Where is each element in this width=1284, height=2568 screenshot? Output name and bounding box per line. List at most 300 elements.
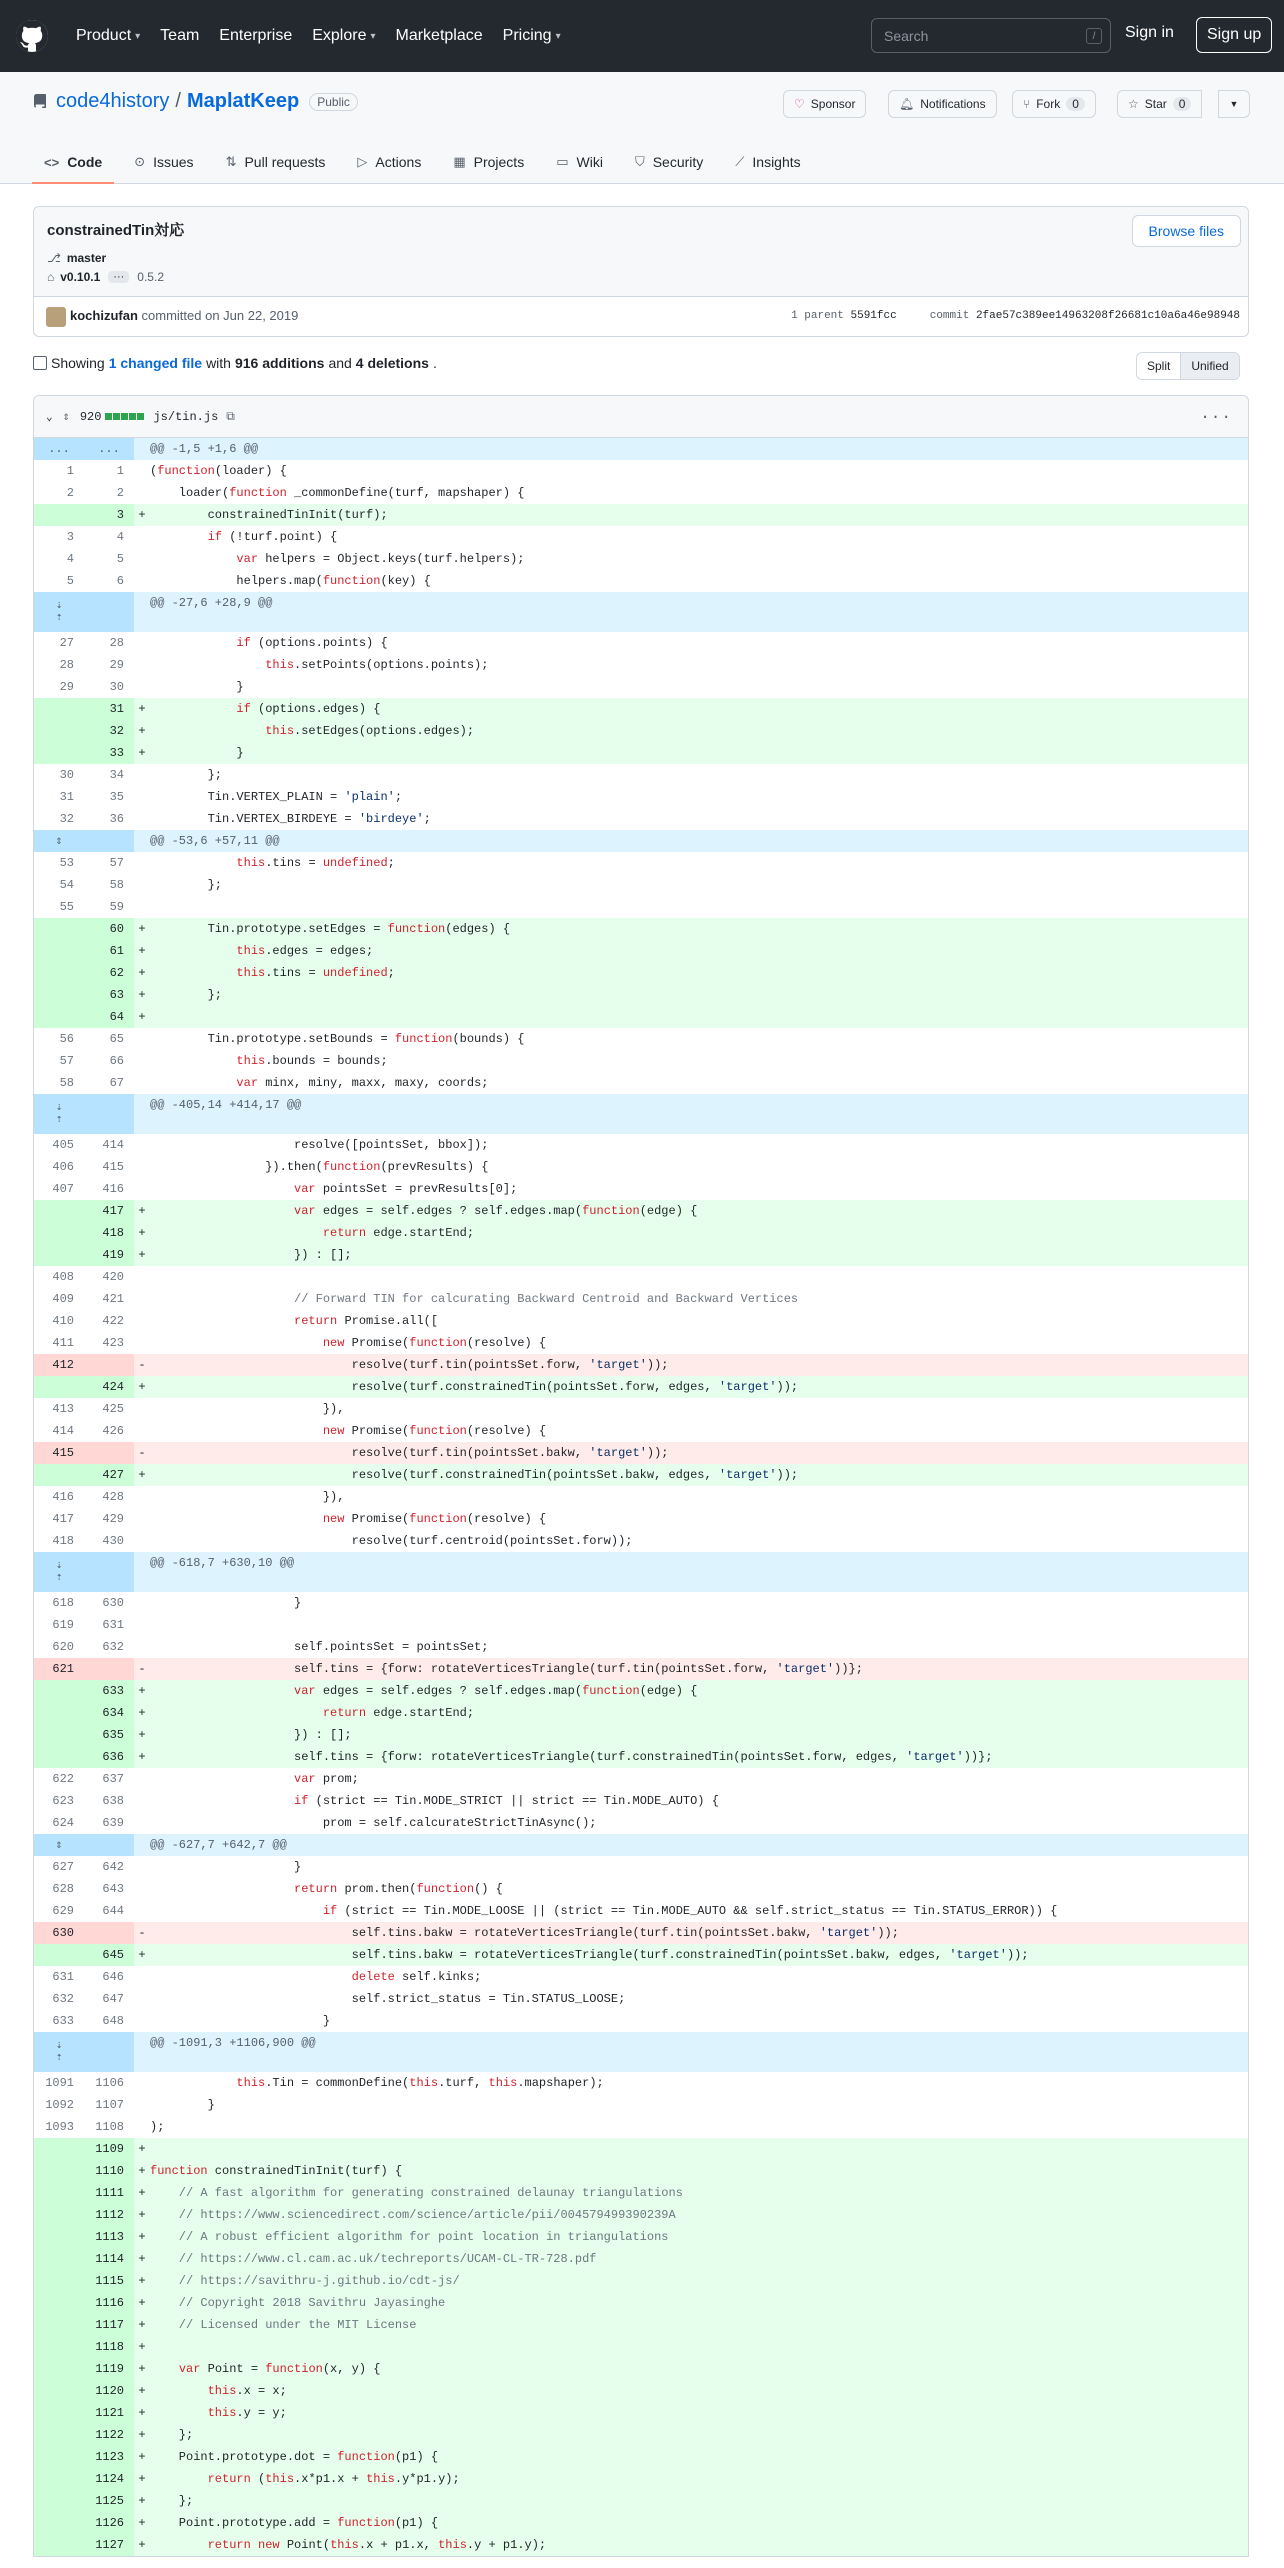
new-line-number[interactable]: 6 <box>116 574 124 588</box>
old-line-number[interactable] <box>34 2512 84 2534</box>
author-link[interactable]: kochizufan <box>70 308 138 323</box>
added-line <box>34 1464 1248 1486</box>
hunk-gutter <box>84 1552 134 1592</box>
old-line-number[interactable] <box>34 2204 84 2226</box>
old-line-number[interactable]: 30 <box>59 768 74 782</box>
old-line-number[interactable] <box>34 2270 84 2292</box>
old-line-number[interactable] <box>34 918 84 940</box>
old-line-number[interactable] <box>34 720 84 742</box>
code-line: self.strict_status = Tin.STATUS_LOOSE; <box>150 1992 626 2006</box>
file-name-link[interactable]: js/tin.js <box>153 409 219 424</box>
context-line <box>34 1812 1248 1834</box>
diff-marker <box>134 632 150 654</box>
chevron-down-icon[interactable]: ⌄ <box>46 411 53 424</box>
notifications-button[interactable] <box>888 90 997 118</box>
old-line-number[interactable]: 413 <box>52 1402 74 1416</box>
added-line <box>34 2380 1248 2402</box>
new-line-number[interactable]: 1107 <box>95 2098 124 2112</box>
context-line <box>34 2010 1248 2032</box>
new-line-number[interactable]: 423 <box>102 1336 124 1350</box>
old-line-number[interactable]: 54 <box>59 878 74 892</box>
notifications-label: Notifications <box>920 97 986 111</box>
old-line-number[interactable]: 1 <box>66 464 74 478</box>
diff-marker <box>134 1050 150 1072</box>
new-line-number[interactable]: 61 <box>84 940 134 962</box>
sign-in-link[interactable]: Sign in <box>1125 24 1174 41</box>
new-line-number[interactable]: 415 <box>102 1160 124 1174</box>
new-line-number[interactable] <box>84 1922 134 1944</box>
new-line-number[interactable]: 1 <box>116 464 124 478</box>
diff-marker <box>134 1486 150 1508</box>
new-line-number[interactable]: 1117 <box>84 2314 134 2336</box>
nav-label: Product <box>76 27 132 44</box>
old-line-number[interactable]: 416 <box>52 1490 74 1504</box>
old-line-number[interactable]: 623 <box>52 1794 74 1808</box>
new-line-number[interactable]: 630 <box>102 1596 124 1610</box>
unfold-icon[interactable]: ⇕ <box>62 410 70 424</box>
new-line-number[interactable]: 631 <box>102 1618 124 1632</box>
new-line-number[interactable]: 36 <box>109 812 124 826</box>
old-line-number[interactable]: 408 <box>52 1270 74 1284</box>
context-line <box>34 570 1248 592</box>
old-line-number[interactable]: 620 <box>52 1640 74 1654</box>
old-line-number[interactable] <box>34 2292 84 2314</box>
old-line-number[interactable] <box>34 1222 84 1244</box>
tab-projects[interactable] <box>441 140 536 184</box>
old-line-number[interactable]: 619 <box>52 1618 74 1632</box>
old-line-number[interactable]: 411 <box>52 1336 74 1350</box>
old-line-number[interactable] <box>34 2336 84 2358</box>
fork-count: 0 <box>1066 97 1085 111</box>
new-line-number[interactable]: 1116 <box>84 2292 134 2314</box>
diff-marker <box>134 1072 150 1094</box>
new-line-number[interactable]: 1112 <box>84 2204 134 2226</box>
old-line-number[interactable]: 1092 <box>45 2098 74 2112</box>
expand-lines-icon[interactable]: ⇣ ⇡ <box>34 1094 84 1134</box>
new-line-number[interactable]: 417 <box>84 1200 134 1222</box>
context-line <box>34 1530 1248 1552</box>
new-line-number[interactable]: 648 <box>102 2014 124 2028</box>
code-line: resolve(turf.tin(pointsSet.bakw, 'target')); <box>150 1446 669 1460</box>
old-line-number[interactable]: 31 <box>59 790 74 804</box>
new-line-number[interactable]: 646 <box>102 1970 124 1984</box>
old-line-number[interactable] <box>34 2182 84 2204</box>
diff-marker <box>134 852 150 874</box>
new-line-number[interactable]: 1118 <box>84 2336 134 2358</box>
old-line-number[interactable]: 633 <box>52 2014 74 2028</box>
book-icon: ▭ <box>556 154 569 169</box>
old-line-number[interactable] <box>34 1944 84 1966</box>
old-line-number[interactable] <box>34 1702 84 1724</box>
new-line-number[interactable]: 64 <box>84 1006 134 1028</box>
old-line-number[interactable] <box>34 1376 84 1398</box>
sponsor-button[interactable] <box>783 90 866 118</box>
new-line-number[interactable]: 1111 <box>84 2182 134 2204</box>
code-line: if (strict == Tin.MODE_LOOSE || (strict == Tin.MODE_AUTO && self.strict_status == Tin.STATUS_ERROR)) { <box>322 1904 1058 1918</box>
new-line-number[interactable]: 425 <box>102 1402 124 1416</box>
tag-primary[interactable]: v0.10.1 <box>60 270 101 284</box>
diff-marker <box>134 896 150 918</box>
old-line-number[interactable]: 32 <box>59 812 74 826</box>
new-line-number[interactable]: 33 <box>84 742 134 764</box>
code-line: Tin.prototype.setBounds = function(bounds) { <box>150 1032 525 1046</box>
code-line: return edge.startEnd; <box>322 1706 475 1720</box>
added-line <box>34 2446 1248 2468</box>
code-line <box>150 896 1248 918</box>
old-line-number[interactable] <box>34 1200 84 1222</box>
new-line-number[interactable]: 1110 <box>84 2160 134 2182</box>
old-line-number[interactable] <box>34 2490 84 2512</box>
new-line-number[interactable]: 3 <box>84 504 134 526</box>
star-label: Star <box>1144 97 1167 111</box>
diff-marker: + <box>138 944 146 958</box>
old-line-number[interactable]: 414 <box>52 1424 74 1438</box>
new-line-number[interactable]: 1108 <box>95 2120 124 2134</box>
diff-marker <box>134 808 150 830</box>
old-line-number[interactable] <box>34 1464 84 1486</box>
context-line <box>34 1900 1248 1922</box>
fork-button[interactable] <box>1012 90 1096 118</box>
new-line-number[interactable]: 1124 <box>84 2468 134 2490</box>
old-line-number[interactable] <box>34 2534 84 2556</box>
diff-marker <box>134 2010 150 2032</box>
new-line-number[interactable] <box>84 1658 134 1680</box>
expand-lines-icon[interactable]: ⇣ ⇡ <box>34 1552 84 1592</box>
new-line-number[interactable]: 57 <box>109 856 124 870</box>
new-line-number[interactable] <box>84 1354 134 1376</box>
new-line-number[interactable]: 639 <box>102 1816 124 1830</box>
new-line-number[interactable]: 637 <box>102 1772 124 1786</box>
old-line-number[interactable]: 415 <box>34 1442 84 1464</box>
diff-marker: + <box>138 2274 146 2288</box>
new-line-number[interactable]: 59 <box>109 900 124 914</box>
new-line-number[interactable]: 429 <box>102 1512 124 1526</box>
old-line-number[interactable]: 618 <box>52 1596 74 1610</box>
tab-pull-requests[interactable] <box>214 140 338 184</box>
old-line-number[interactable]: 631 <box>52 1970 74 1984</box>
new-line-number[interactable]: 426 <box>102 1424 124 1438</box>
new-line-number[interactable]: 427 <box>84 1464 134 1486</box>
tag-secondary[interactable]: 0.5.2 <box>137 270 164 284</box>
old-line-number[interactable]: 56 <box>59 1032 74 1046</box>
code-line: }; <box>150 2428 194 2442</box>
code-line: resolve(turf.tin(pointsSet.forw, 'target')); <box>150 1358 669 1372</box>
old-line-number[interactable]: 1093 <box>45 2120 74 2134</box>
new-line-number[interactable]: 633 <box>84 1680 134 1702</box>
new-line-number[interactable]: 1120 <box>84 2380 134 2402</box>
new-line-number[interactable]: 1114 <box>84 2248 134 2270</box>
fork-icon: ⑂ <box>1023 97 1031 111</box>
old-line-number[interactable]: 621 <box>34 1658 84 1680</box>
deleted-line <box>34 1922 1248 1944</box>
new-line-number[interactable]: 31 <box>84 698 134 720</box>
diffstat-bar <box>105 413 145 420</box>
old-line-number[interactable] <box>34 504 84 526</box>
new-line-number[interactable]: 1126 <box>84 2512 134 2534</box>
new-line-number[interactable]: 1106 <box>95 2076 124 2090</box>
code-line: this.setEdges(options.edges); <box>265 724 475 738</box>
added-line <box>34 2204 1248 2226</box>
new-line-number[interactable]: 1119 <box>84 2358 134 2380</box>
old-line-number[interactable]: 29 <box>59 680 74 694</box>
additions-count: 916 additions <box>234 355 325 371</box>
tab-actions[interactable] <box>345 140 433 184</box>
new-line-number[interactable]: 35 <box>109 790 124 804</box>
old-line-number[interactable] <box>34 2380 84 2402</box>
old-line-number[interactable]: 407 <box>52 1182 74 1196</box>
github-logo-icon[interactable] <box>16 20 48 52</box>
kebab-menu-icon[interactable]: ··· <box>1200 408 1232 426</box>
old-line-number[interactable]: 417 <box>52 1512 74 1526</box>
old-line-number[interactable] <box>34 1006 84 1028</box>
context-line <box>34 1156 1248 1178</box>
browse-files-button[interactable]: Browse files <box>1132 215 1241 247</box>
diff-marker <box>134 1988 150 2010</box>
nav-item-team[interactable] <box>152 21 207 51</box>
new-line-number[interactable]: 634 <box>84 1702 134 1724</box>
old-line-number[interactable] <box>34 962 84 984</box>
context-line <box>34 1790 1248 1812</box>
hunk-header <box>34 830 1248 852</box>
new-line-number[interactable]: 418 <box>84 1222 134 1244</box>
diff-marker: + <box>138 724 146 738</box>
new-line-number[interactable]: 28 <box>109 636 124 650</box>
tab-insights[interactable] <box>723 140 812 184</box>
expand-lines-icon[interactable]: ⇕ <box>34 1834 84 1856</box>
expand-lines-icon[interactable]: ⇣ ⇡ <box>34 2032 84 2072</box>
old-line-number[interactable] <box>34 1724 84 1746</box>
old-line-number[interactable] <box>34 2226 84 2248</box>
new-line-number[interactable]: 62 <box>84 962 134 984</box>
code-line: self.tins.bakw = rotateVerticesTriangle(turf.tin(pointsSet.bakw, 'target')); <box>150 1926 899 1940</box>
code-line: delete self.kinks; <box>351 1970 482 1984</box>
new-line-number[interactable]: 642 <box>102 1860 124 1874</box>
tab-security[interactable] <box>623 140 715 184</box>
new-line-number[interactable]: 419 <box>84 1244 134 1266</box>
old-line-number[interactable] <box>34 1680 84 1702</box>
old-line-number[interactable]: 27 <box>59 636 74 650</box>
summary-with: with <box>206 355 231 371</box>
old-line-number[interactable]: 629 <box>52 1904 74 1918</box>
code-line: return edge.startEnd; <box>322 1226 475 1240</box>
star-button[interactable] <box>1117 90 1202 118</box>
old-line-number[interactable]: 4 <box>66 552 74 566</box>
old-line-number[interactable]: 58 <box>59 1076 74 1090</box>
old-line-number[interactable] <box>34 698 84 720</box>
old-line-number[interactable]: 53 <box>59 856 74 870</box>
new-line-number[interactable]: 1123 <box>84 2446 134 2468</box>
new-line-number[interactable]: 416 <box>102 1182 124 1196</box>
context-line <box>34 1420 1248 1442</box>
old-line-number[interactable]: 3 <box>66 530 74 544</box>
old-line-number[interactable] <box>34 742 84 764</box>
diff-marker: + <box>138 2186 146 2200</box>
old-line-number[interactable] <box>34 1244 84 1266</box>
old-line-number[interactable]: 418 <box>52 1534 74 1548</box>
old-line-number[interactable] <box>34 2424 84 2446</box>
new-line-number[interactable]: 632 <box>102 1640 124 1654</box>
new-line-number[interactable]: 4 <box>116 530 124 544</box>
old-line-number[interactable]: 630 <box>34 1922 84 1944</box>
new-line-number[interactable]: 414 <box>102 1138 124 1152</box>
code-line <box>150 2336 1248 2358</box>
visibility-badge: Public <box>309 93 358 111</box>
old-line-number[interactable] <box>34 2248 84 2270</box>
context-line <box>34 676 1248 698</box>
old-line-number[interactable]: 412 <box>34 1354 84 1376</box>
old-line-number[interactable]: 405 <box>52 1138 74 1152</box>
expand-lines-icon[interactable]: ⇣ ⇡ <box>34 592 84 632</box>
new-line-number[interactable]: 428 <box>102 1490 124 1504</box>
new-line-number[interactable]: 1113 <box>84 2226 134 2248</box>
new-line-number[interactable]: 34 <box>109 768 124 782</box>
changed-files-link[interactable]: 1 changed file <box>108 355 203 371</box>
old-line-number[interactable]: 1091 <box>45 2076 74 2090</box>
context-line <box>34 2072 1248 2094</box>
parent-sha-link[interactable]: 5591fcc <box>850 310 897 322</box>
old-line-number[interactable] <box>34 2358 84 2380</box>
old-line-number[interactable]: 2 <box>66 486 74 500</box>
code-line: this.edges = edges; <box>236 944 374 958</box>
added-line <box>34 918 1248 940</box>
repo-owner-link[interactable]: code4history <box>56 90 170 112</box>
new-line-number[interactable]: 424 <box>84 1376 134 1398</box>
nav-item-product[interactable] <box>68 21 148 51</box>
tab-code[interactable] <box>32 140 114 184</box>
new-line-number[interactable]: 1121 <box>84 2402 134 2424</box>
diff-marker <box>134 1028 150 1050</box>
new-line-number[interactable]: 420 <box>102 1270 124 1284</box>
old-line-number[interactable] <box>34 2402 84 2424</box>
old-line-number[interactable]: 28 <box>59 658 74 672</box>
diff-marker: + <box>138 2340 146 2354</box>
new-line-number[interactable]: 63 <box>84 984 134 1006</box>
diff-marker <box>134 1856 150 1878</box>
new-line-number[interactable]: 430 <box>102 1534 124 1548</box>
hunk-range: @@ -627,7 +642,7 @@ <box>150 1838 287 1852</box>
old-line-number[interactable] <box>34 2446 84 2468</box>
search-input[interactable] <box>871 18 1111 53</box>
old-line-number[interactable] <box>34 984 84 1006</box>
diff-marker <box>134 1310 150 1332</box>
old-line-number[interactable]: 406 <box>52 1160 74 1174</box>
old-line-number[interactable] <box>34 2468 84 2490</box>
new-line-number[interactable]: 60 <box>84 918 134 940</box>
new-line-number[interactable]: 67 <box>109 1076 124 1090</box>
avatar[interactable] <box>46 307 66 327</box>
new-line-number[interactable]: 5 <box>116 552 124 566</box>
new-line-number[interactable]: 65 <box>109 1032 124 1046</box>
added-line <box>34 2512 1248 2534</box>
diff-marker: + <box>138 2318 146 2332</box>
added-line <box>34 2182 1248 2204</box>
code-line: }; <box>150 878 223 892</box>
tab-label: Wiki <box>576 154 603 170</box>
nav-item-explore[interactable] <box>304 21 383 51</box>
diff-marker: + <box>138 2406 146 2420</box>
old-line-number[interactable]: 5 <box>66 574 74 588</box>
hunk-range: @@ -1091,3 +1106,900 @@ <box>150 2036 316 2050</box>
tab-issues[interactable] <box>122 140 205 184</box>
old-line-number[interactable]: 627 <box>52 1860 74 1874</box>
nav-label: Team <box>160 27 200 44</box>
code-line: self.tins = {forw: rotateVerticesTriangle(turf.constrainedTin(pointsSet.forw, edges, 'target'))}; <box>150 1750 993 1764</box>
unified-view-button[interactable]: Unified <box>1180 353 1238 379</box>
new-line-number[interactable]: 635 <box>84 1724 134 1746</box>
new-line-number[interactable]: 636 <box>84 1746 134 1768</box>
repo-name-link[interactable]: MaplatKeep <box>186 90 300 112</box>
more-tags-button[interactable]: ··· <box>108 271 129 283</box>
old-line-number[interactable]: 632 <box>52 1992 74 2006</box>
old-line-number[interactable] <box>34 940 84 962</box>
new-line-number[interactable]: 1122 <box>84 2424 134 2446</box>
new-line-number[interactable]: 30 <box>109 680 124 694</box>
diff-marker <box>134 1878 150 1900</box>
old-line-number[interactable]: 628 <box>52 1882 74 1896</box>
expand-lines-icon[interactable]: ⇕ <box>34 830 84 852</box>
nav-item-marketplace[interactable] <box>388 21 491 51</box>
new-line-number[interactable]: 66 <box>109 1054 124 1068</box>
new-line-number[interactable]: 1115 <box>84 2270 134 2292</box>
tab-wiki[interactable] <box>544 140 615 184</box>
new-line-number[interactable]: 644 <box>102 1904 124 1918</box>
diff-marker <box>134 654 150 676</box>
split-view-button[interactable]: Split <box>1147 359 1171 373</box>
code-line: // Licensed under the MIT License <box>150 2318 417 2332</box>
added-line <box>34 1724 1248 1746</box>
nav-item-enterprise[interactable] <box>211 21 300 51</box>
context-line <box>34 852 1248 874</box>
pull-request-icon: ⇅ <box>225 154 237 169</box>
new-line-number[interactable]: 422 <box>102 1314 124 1328</box>
git-branch-icon: ⎇ <box>47 251 61 265</box>
diff-marker <box>134 1156 150 1178</box>
old-line-number[interactable]: 409 <box>52 1292 74 1306</box>
old-line-number[interactable]: 622 <box>52 1772 74 1786</box>
new-line-number[interactable]: 638 <box>102 1794 124 1808</box>
new-line-number[interactable]: 645 <box>84 1944 134 1966</box>
new-line-number[interactable]: 2 <box>116 486 124 500</box>
old-line-number[interactable] <box>34 2314 84 2336</box>
old-line-number[interactable]: 624 <box>52 1816 74 1830</box>
new-line-number[interactable]: 1127 <box>84 2534 134 2556</box>
old-line-number[interactable]: 410 <box>52 1314 74 1328</box>
sign-up-button[interactable]: Sign up <box>1196 17 1272 53</box>
old-line-number[interactable]: 57 <box>59 1054 74 1068</box>
new-line-number[interactable]: 1109 <box>84 2138 134 2160</box>
old-line-number[interactable] <box>34 2160 84 2182</box>
new-line-number[interactable]: 32 <box>84 720 134 742</box>
new-line-number[interactable]: 421 <box>102 1292 124 1306</box>
old-line-number[interactable] <box>34 1746 84 1768</box>
new-line-number[interactable]: 647 <box>102 1992 124 2006</box>
nav-item-pricing[interactable] <box>495 21 569 51</box>
star-count: 0 <box>1173 97 1192 111</box>
new-line-number[interactable]: 58 <box>109 878 124 892</box>
old-line-number[interactable] <box>34 2138 84 2160</box>
new-line-number[interactable] <box>84 1442 134 1464</box>
star-dropdown-button[interactable] <box>1218 90 1250 118</box>
new-line-number[interactable]: 1125 <box>84 2490 134 2512</box>
new-line-number[interactable]: 643 <box>102 1882 124 1896</box>
old-line-number[interactable]: 55 <box>59 900 74 914</box>
branch-name[interactable]: master <box>66 251 107 265</box>
new-line-number[interactable]: 29 <box>109 658 124 672</box>
hunk-range: @@ -405,14 +414,17 @@ <box>150 1098 302 1112</box>
deleted-line <box>34 1658 1248 1680</box>
added-line <box>34 1200 1248 1222</box>
copy-icon[interactable]: ⧉ <box>226 409 235 423</box>
